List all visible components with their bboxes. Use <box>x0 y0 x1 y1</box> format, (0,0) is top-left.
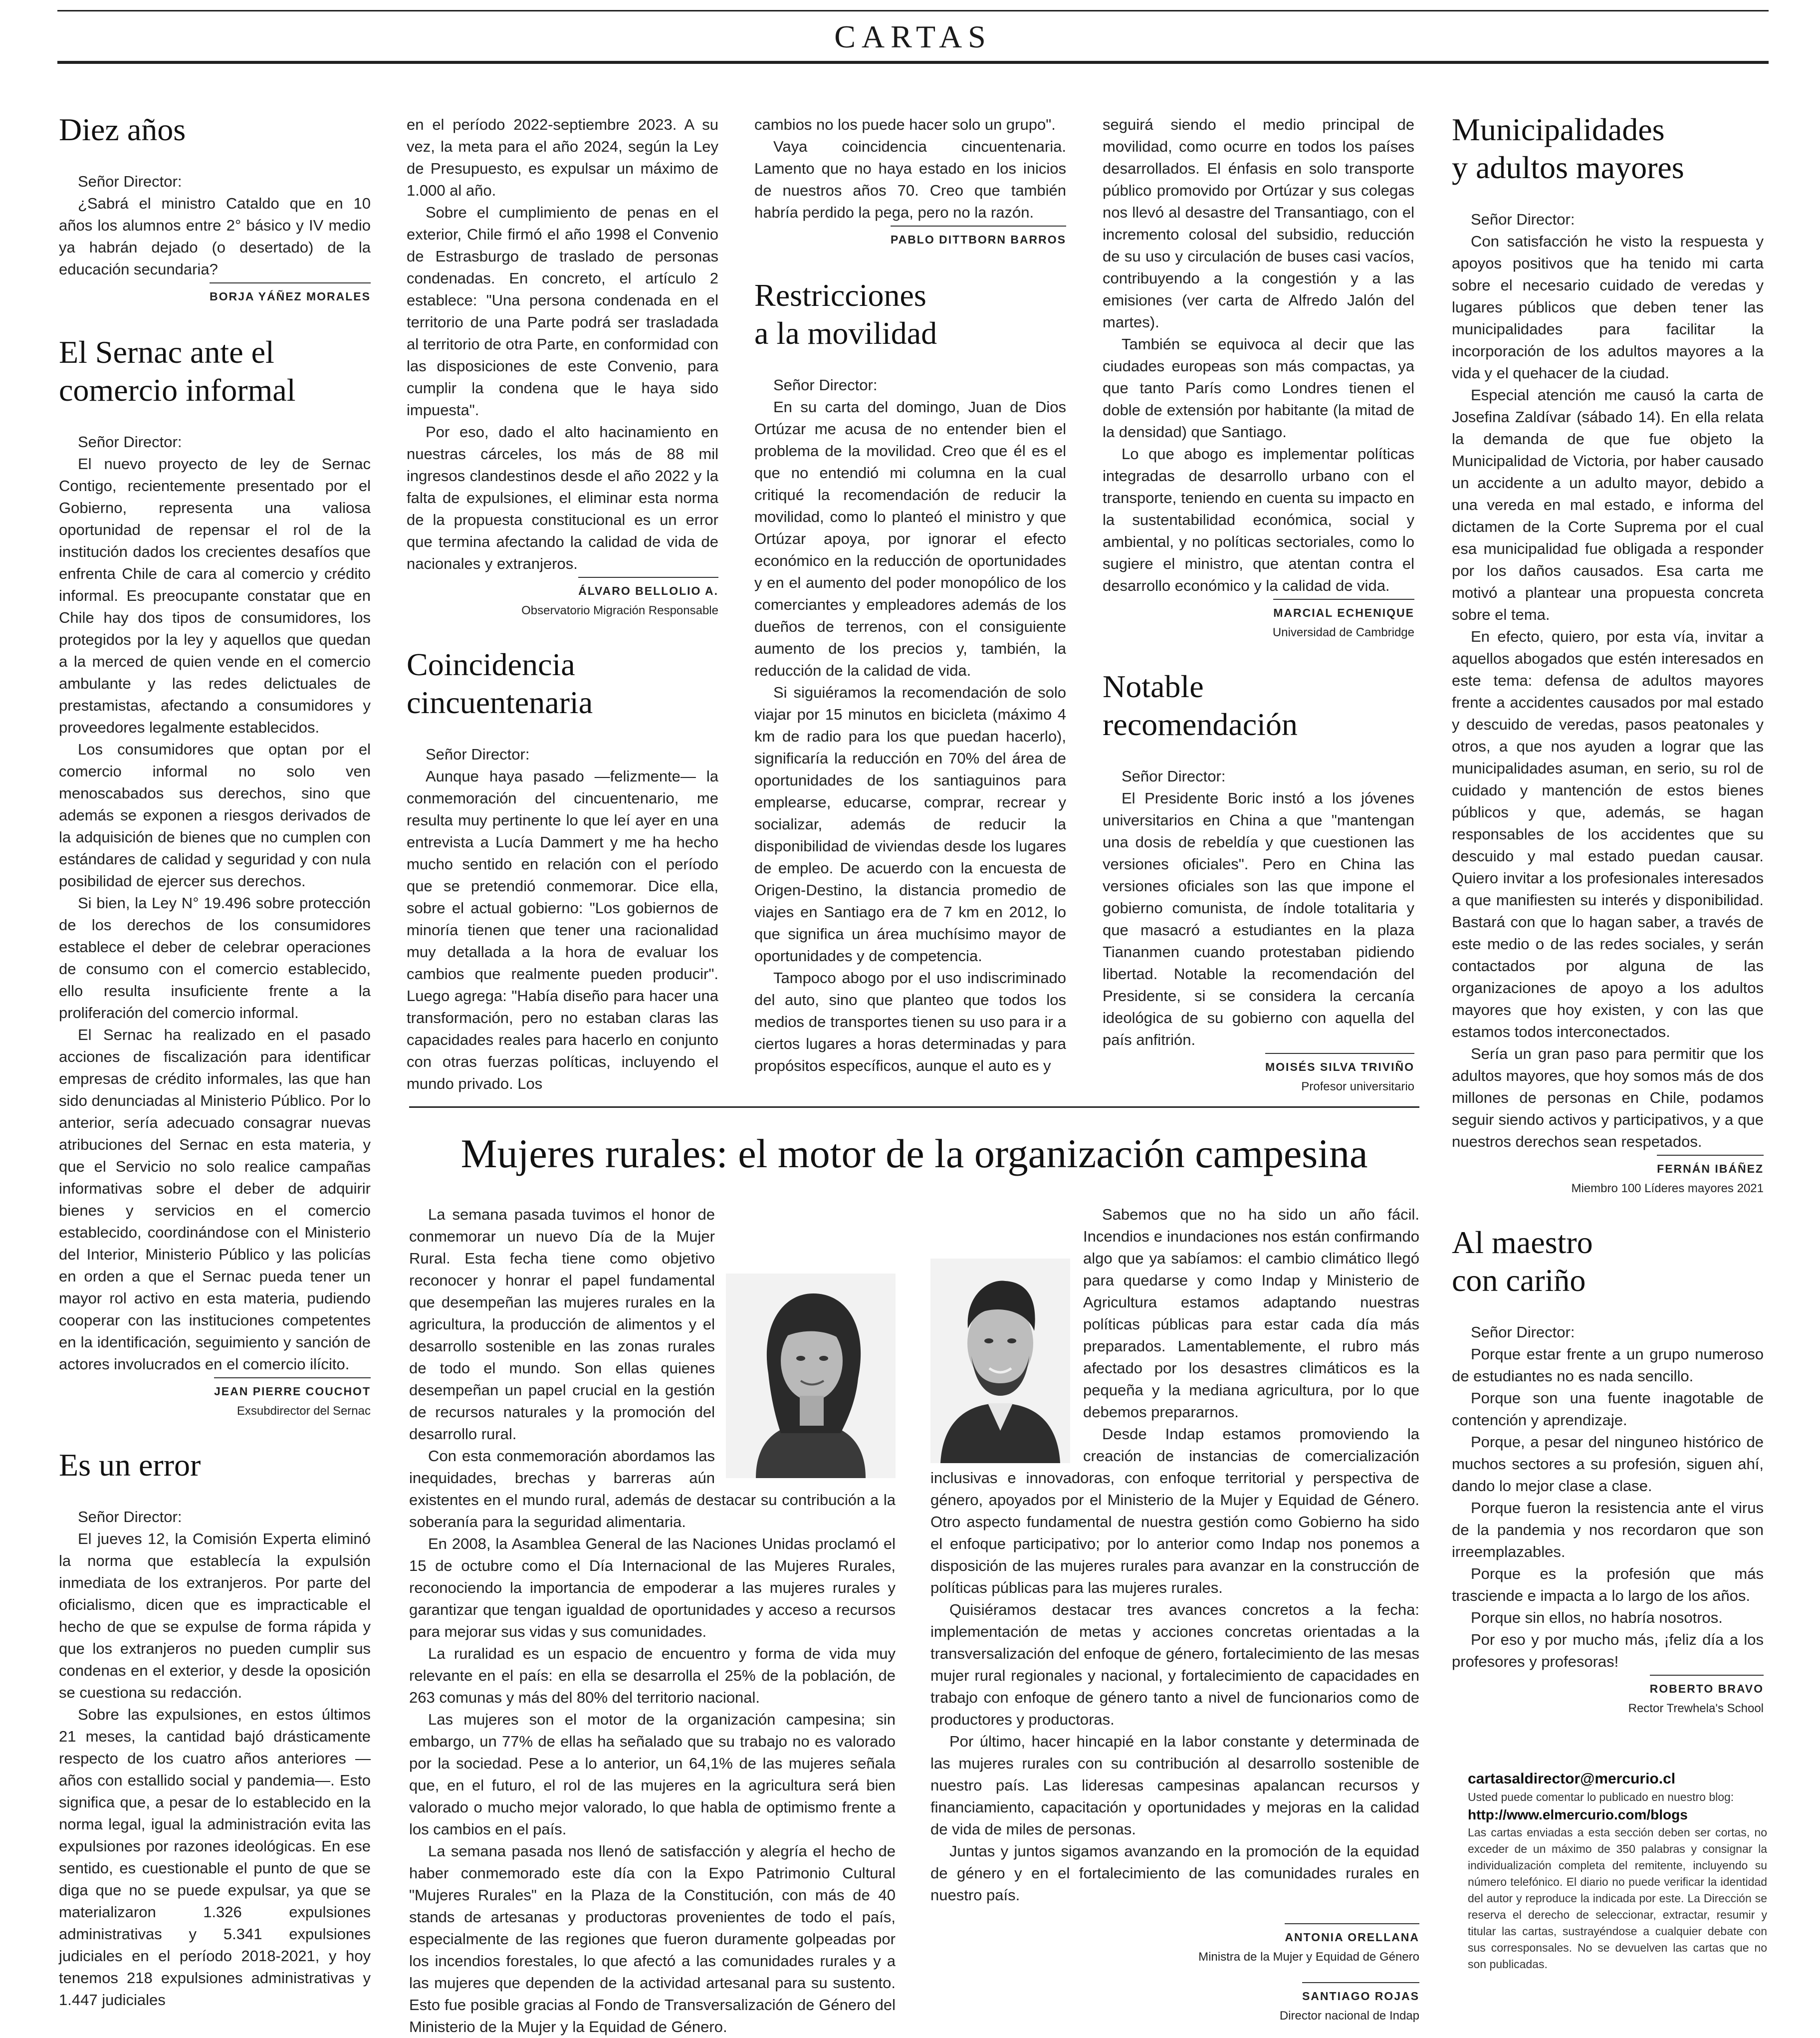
headline-notable: Notable recomendación <box>1103 669 1298 742</box>
letter-paragraph: Sobre el cumplimiento de penas en el exterior, Chile firmó el año 1998 el Convenio de Estrasburgo de traslado de personas condenadas. En concreto, el artículo 2 establece: "Una persona condenada en el territorio de una Parte podrá ser trasladada al territorio de otra Parte, en conformidad con las disposiciones de este Convenio, para cumplir la condena que le haya sido impuesta". <box>407 204 718 419</box>
section-title: CARTAS <box>834 19 992 54</box>
feature-paragraph: Desde Indap estamos promoviendo la creación de instancias de comercialización inclusivas e innovadoras, con enfoque territorial y perspectiva de género, apoyados por el Ministerio de la Mujer y Equidad de Género. Otro aspecto fundamental de nuestra gestión como Gobierno ha sido el enfoque participativo; por lo anterior como Indap nos ponemos a disposición de las mujeres rurales para avanzar en la construcción de políticas públicas para las mujeres rurales. <box>930 1425 1419 1596</box>
feature-paragraph: La semana pasada nos llenó de satisfacción y alegría el hecho de haber conmemorado este día con la Expo Patrimonio Cultural "Mujeres Rurales" en la Plaza de la Constitución, con más de 40 stands de artesanas y productoras provenientes de todo el país, especialmente de las regiones que fueron duramente golpeadas por los incendios forestales, lo que afectó a las comunidades rurales y a las mujeres que dependen de la actividad artesanal para su sustento. Esto fue posible gracias al Fondo de Transversalización de Género del Ministerio de la Mujer y la Equidad de Género. <box>409 1842 896 2036</box>
feature-title: Mujeres rurales: el motor de la organización campesina <box>460 1131 1368 1176</box>
letter-author: BORJA YÁÑEZ MORALES <box>59 282 371 307</box>
author-affiliation: Profesor universitario <box>1301 1080 1414 1093</box>
feature-paragraph: La semana pasada tuvimos el honor de conmemorar un nuevo Día de la Mujer Rural. Esta fecha tiene como objetivo reconocer y honrar el papel fundamental que desempeñan las mujeres rurales en la agricultura, la producción de alimentos y el desarrollo sostenible en las zonas rurales de todo el mundo. Son ellas quienes desempeñan un papel crucial en la gestión de recursos naturales y la promoción del desarrollo rural. <box>409 1206 715 1443</box>
letter-paragraph: Porque son una fuente inagotable de contención y aprendizaje. <box>1452 1389 1764 1429</box>
column-1 <box>59 111 371 2011</box>
salutation: Señor Director: <box>1122 767 1226 785</box>
salutation: Señor Director: <box>426 746 530 763</box>
feature-author: ANTONIA ORELLANA <box>930 1923 1419 1948</box>
feature-paragraph: En 2008, la Asamblea General de las Naciones Unidas proclamó el 15 de octubre como el Día Internacional de las Mujeres Rurales, reconociendo la importancia de empoderar a las mujeres rurales y garantizar que tengan igualdad de oportunidades y acceso a recursos para mejorar sus vidas y sus comunidades. <box>409 1535 896 1640</box>
blog-note: Usted puede comentar lo publicado en nuestro blog: <box>1468 1790 1734 1803</box>
letter-paragraph: Con satisfacción he visto la respuesta y apoyos positivos que ha tenido mi carta sobre el necesario cuidado de veredas y lugares públicos que deben tener las municipalidades para facilitar la incorporación de los adultos mayores a la vida y el quehacer de la ciudad. <box>1452 233 1764 382</box>
column-4 <box>1103 114 1414 1099</box>
column-2 <box>407 114 718 1095</box>
portrait-woman <box>726 1274 896 1478</box>
letter-paragraph: cambios no los puede hacer solo un grupo". <box>754 116 1056 133</box>
headline-coincidencia: Coincidencia cincuentenaria <box>407 647 593 720</box>
feature-author: SANTIAGO ROJAS <box>930 1982 1419 2007</box>
letter-paragraph: Si bien, la Ley N° 19.496 sobre protección de los derechos de los consumidores establece el deber de celebrar operaciones de consumo con el comercio establecido, ello resulta insuficiente frente a la proliferación del comercio informal. <box>59 894 371 1021</box>
column-3 <box>754 114 1066 1077</box>
letter-author: ÁLVARO BELLOLIO A. <box>407 577 718 602</box>
headline-es-un-error: Es un error <box>59 1447 201 1483</box>
feature-paragraph: Juntas y juntos sigamos avanzando en la promoción de la equidad de género y en el fortalecimiento de las comunidades rurales en nuestro país. <box>930 1842 1419 1904</box>
letter-paragraph: También se equivoca al decir que las ciudades europeas son más compactas, ya que tanto París como Londres tienen el doble de extensión por habitante (la mitad de la densidad) que Santiago. <box>1103 335 1414 441</box>
feature-author-role: Ministra de la Mujer y Equidad de Género <box>1198 1950 1419 1964</box>
salutation: Señor Director: <box>78 173 182 190</box>
letter-paragraph: Porque estar frente a un grupo numeroso de estudiantes no es nada sencillo. <box>1452 1345 1764 1385</box>
letter-author: JEAN PIERRE COUCHOT <box>59 1377 371 1402</box>
letter-paragraph: El Presidente Boric instó a los jóvenes universitarios en China a que "mantengan una dosis de rebeldía y que cuestionen las versiones oficiales". Pero en China las versiones oficiales son las que impone el gobierno comunista, de índole totalitaria y que masacró a estudiantes en la plaza Tiananmen cuando protestaban pidiendo libertad. Notable la recomendación del Presidente, si se considera la cercanía ideológica de su gobierno con aquella del país anfitrión. <box>1103 789 1414 1048</box>
contact-box <box>1468 1769 1767 1973</box>
headline-diez-anos: Diez años <box>59 112 186 147</box>
feature-paragraph: Por último, hacer hincapié en la labor constante y determinada de las mujeres rurales con su contribución al desarrollo sostenible de nuestro país. Las lideresas campesinas apalancan recursos y financiamiento, capacitación y oportunidades y mejoras en la calidad de vida de miles de personas. <box>930 1733 1419 1838</box>
letter-paragraph: El Sernac ha realizado en el pasado acciones de fiscalización para identificar empresas de crédito informales, las que han sido denunciadas al Ministerio Público. Por lo anterior, sería adecuado consagrar nuevas atribuciones del Sernac en esta materia, y que el Servicio no solo realice campañas informativas sobre el deber de adquirir bienes y servicios en el comercio establecido, coordinándose con el Ministerio del Interior, Ministerio Público y las policías en orden a que el Sernac pueda tener un mayor rol activo en esta materia, pudiendo cooperar con las instituciones competentes en la identificación, seguimiento y sanción de actores involucrados en el comercio ilícito. <box>59 1026 371 1373</box>
letter-paragraph: Tampoco abogo por el uso indiscriminado del auto, sino que planteo que todos los medios de transportes tienen su uso para ir a ciertos lugares a horas determinadas y para propósitos específicos, aunque el auto es y <box>754 969 1066 1074</box>
column-5 <box>1452 111 1764 1721</box>
portrait-man-illustration <box>930 1259 1070 1463</box>
letter-paragraph: En su carta del domingo, Juan de Dios Ortúzar me acusa de no entender bien el problema de la movilidad. Creo que él es el que no entendió mi columna en la cual critiqué la recomendación de reducir la movilidad, como lo planteó el ministro y que Ortúzar apoya, por ignorar el efecto económico en la reducción de oportunidades y en el aumento del poder monopólico de los comerciantes y empleadores además de los dueños de terrenos, con el consiguiente aumento de los precios y, también, la reducción de la calidad de vida. <box>754 398 1066 679</box>
letter-paragraph: Por eso y por mucho más, ¡feliz día a los profesores y profesoras! <box>1452 1631 1764 1670</box>
feature-signatures <box>930 1923 1419 2025</box>
masthead-top-rule <box>57 10 1769 11</box>
letter-author: MARCIAL ECHENIQUE <box>1103 599 1414 624</box>
letter-paragraph: Por eso, dado el alto hacinamiento en nuestras cárceles, los más de 88 mil ingresos clandestinos desde el año 2022 y la falta de expulsiones, el eliminar esta norma de la propuesta constitucional es un error que termina afectando la calidad de vida de nacionales y extranjeros. <box>407 423 718 572</box>
letter-paragraph: El nuevo proyecto de ley de Sernac Contigo, recientemente presentado por el Gobierno, representa una valiosa oportunidad de repensar el rol de la institución dados los crecientes desafíos que enfrenta Chile de cara al comercio y crédito informal. Es preocupante constatar que en Chile hay dos tipos de consumidores, los protegidos por la ley y aquellos que quedan a la merced de quien vende en el comercio ambulante y las redes delictuales de prestamistas, afectando a consumidores y proveedores legalmente establecidos. <box>59 455 371 736</box>
feature-column-right <box>930 1204 1419 2028</box>
portrait-man <box>930 1259 1070 1463</box>
letter-paragraph: Vaya coincidencia cincuentenaria. Lamento que no haya estado en los inicios de nuestros años 70. Creo que también habría perdido la pega, pero no la razón. <box>754 138 1066 221</box>
portrait-woman-illustration <box>726 1274 896 1478</box>
letter-paragraph: Si siguiéramos la recomendación de solo viajar por 15 minutos en bicicleta (máximo 4 km de radio para los que puedan hacerlo), significaría la reducción en 70% del área de oportunidades de los santiaguinos para emplearse, educarse, comprar, recrear y socializar, además de reducir la disponibilidad de viviendas desde los lugares de empleo. De acuerdo con la encuesta de Origen-Destino, la distancia promedio de viajes en Santiago era de 7 km en 2012, lo que significa un área muchísimo mayor de oportunidades y de competencia. <box>754 684 1066 965</box>
letter-paragraph: seguirá siendo el medio principal de movilidad, como ocurre en todos los países desarrollados. El énfasis en solo transporte público promovido por Ortúzar y sus colegas nos llevó al desastre del Transantiago, con el incremento colosal del subsidio, reducción de su uso y circulación de buses casi vacíos, contribuyendo a la congestión y a las emisiones (ver carta de Alfredo Jalón del martes). <box>1103 116 1414 331</box>
feature-column-left <box>409 1204 896 2038</box>
feature-paragraph: Con esta conmemoración abordamos las inequidades, brechas y barreras aún existentes en el mundo rural, además de destacar su contribución a la soberanía para la seguridad alimentaria. <box>409 1447 896 1530</box>
letter-author: PABLO DITTBORN BARROS <box>754 226 1066 251</box>
contact-email[interactable]: cartasaldirector@mercurio.cl <box>1468 1771 1676 1787</box>
author-affiliation: Universidad de Cambridge <box>1272 626 1414 639</box>
letter-paragraph: en el período 2022-septiembre 2023. A su vez, la meta para el año 2024, según la Ley de Presupuesto, es expulsar un máximo de 1.000 al año. <box>407 116 718 199</box>
headline-al-maestro: Al maestro con cariño <box>1452 1225 1593 1298</box>
letters-policy: Las cartas enviadas a esta sección deben ser cortas, no exceder de un máximo de 350 palabras y consignar la individualización completa del remitente, incluyendo su número telefónico. El diario no puede verificar la identidad del autor y reproduce la indicada por este. La Dirección se reserva el derecho de seleccionar, extractar, resumir y titular las cartas, sustrayéndose a cualquier debate con sus corresponsales. No se devuelven las cartas que no son publicadas. <box>1468 1826 1767 1971</box>
letter-paragraph: ¿Sabrá el ministro Cataldo que en 10 años los alumnos entre 2° básico y IV medio ya habrán dejado (o desertado) de la educación secundaria? <box>59 195 371 278</box>
salutation: Señor Director: <box>1471 211 1575 228</box>
headline-sernac: El Sernac ante el comercio informal <box>59 334 296 408</box>
letter-paragraph: Lo que abogo es implementar políticas integradas de desarrollo urbano con el transporte, teniendo en cuenta su impacto en la sustentabilidad económica, social y ambiental, y no políticas sectoriales, como lo sugiere el ministro, que atentan contra el desarrollo económico y la calidad de vida. <box>1103 445 1414 594</box>
headline-movilidad: Restricciones a la movilidad <box>754 277 937 351</box>
letter-paragraph: Sobre las expulsiones, en estos últimos 21 meses, la cantidad bajó drásticamente respecto de los cuatro años anteriores —años con estallido social y pandemia—. Esto significa que, a pesar de lo establecido en la norma legal, igual la administración evita las expulsiones por razones ideológicas. En ese sentido, es cuestionable el punto de que se diga que no se puede expulsar, ya que se materializaron 1.326 expulsiones administrativas y 5.341 expulsiones judiciales en el período 2018-2021, y hoy tenemos 218 expulsiones administrativas y 1.447 judiciales <box>59 1706 371 2009</box>
letter-author: FERNÁN IBÁÑEZ <box>1452 1155 1764 1180</box>
letter-paragraph: Porque es la profesión que más trasciende e impacta a lo largo de los años. <box>1452 1565 1764 1604</box>
salutation: Señor Director: <box>773 376 878 394</box>
letter-paragraph: Especial atención me causó la carta de Josefina Zaldívar (sábado 14). En ella relata la demanda de que fue objeto la Municipalidad de Victoria, por haber causado un accidente a un adulto mayor, debido a una vereda en mal estado, e informa del dictamen de la Corte Suprema por el cual esa municipalidad fue obligada a responder por los daños causados. Esa carta me motivó a plantear una propuesta concreta sobre el tema. <box>1452 386 1764 623</box>
feature-paragraph: Quisiéramos destacar tres avances concretos a la fecha: implementación de metas y acciones concretas orientadas a la transversalización del enfoque de género, fortalecimiento de las mesas mujer rural regionales y nacional, y fortalecimiento de capacidades en trabajo con enfoque de género tanto a nivel de funcionarios como de productores y productoras. <box>930 1601 1419 1728</box>
letter-paragraph: Los consumidores que optan por el comercio informal no solo ven menoscabados sus derechos, sino que además se exponen a riesgos derivados de la adquisición de bienes que no cumplen con estándares de calidad y seguridad y con nula posibilidad de ejercer sus derechos. <box>59 741 371 890</box>
letter-author: MOISÉS SILVA TRIVIÑO <box>1103 1053 1414 1078</box>
feature-paragraph: Sabemos que no ha sido un año fácil. Incendios e inundaciones nos están confirmando algo que ya sabíamos: el cambio climático llegó para quedarse y como Indap y Ministerio de Agricultura estamos adaptando nuestras políticas públicas para estar cada día más preparados. Lamentablemente, el rubro más afectado por los desastres climáticos es la pequeña y la mediana agricultura, por lo que debemos prepararnos. <box>1083 1206 1419 1421</box>
feature-paragraph: La ruralidad es un espacio de encuentro y forma de vida muy relevante en el país: en ella se desarrolla el 25% de la población, de 263 comunas y más del 80% del territorio nacional. <box>409 1645 896 1706</box>
author-affiliation: Miembro 100 Líderes mayores 2021 <box>1571 1182 1764 1195</box>
feature-paragraph: Las mujeres son el motor de la organización campesina; sin embargo, un 77% de ellas ha señalado que su trabajo no es valorado por la sociedad. Pese a lo anterior, un 64,1% de las mujeres señala que, en el futuro, el rol de las mujeres en la agricultura será bien valorado o mucho mejor valorado, lo que habla de optimismo frente a los cambios en el país. <box>409 1711 896 1838</box>
letter-paragraph: El jueves 12, la Comisión Experta eliminó la norma que establecía la expulsión inmediata de los extranjeros. Por parte del oficialismo, dicen que es impracticable el hecho de que se expulse de forma rápida y que los extranjeros no pueden cumplir sus condenas en el exterior, y desde la oposición se cuestiona su redacción. <box>59 1530 371 1701</box>
feature-author-role: Director nacional de Indap <box>1279 2009 1419 2023</box>
letter-paragraph: Sería un gran paso para permitir que los adultos mayores, que hoy somos más de dos millones de personas en Chile, podamos seguir siendo activos y participativos, y a que nuestros derechos sean respetados. <box>1452 1045 1764 1150</box>
letter-paragraph: Porque fueron la resistencia ante el virus de la pandemia y nos recordaron que son irreemplazables. <box>1452 1499 1764 1560</box>
author-affiliation: Rector Trewhela's School <box>1628 1702 1764 1715</box>
letter-paragraph: En efecto, quiero, por esta vía, invitar a aquellos abogados que estén interesados en este tema: defensa de adultos mayores frente a accidentes causados por mal estado y descuido de veredas, pasos peatonales y otros, a que nos ayuden a lograr que las municipalidades asuman, en serio, su rol de cuidado y mantención de estos bienes públicos y que, además, se hagan responsables de los accidentes que su descuido y mal estado puedan causar. Quiero invitar a los profesionales interesados a que manifiesten su interés y disponibilidad. Bastará con que lo hagan saber, a través de este medio o de las redes sociales, y serán contactados por alguna de las organizaciones de apoyo a los adultos mayores que hoy existen, y con las que estamos todos interconectados. <box>1452 628 1764 1040</box>
salutation: Señor Director: <box>1471 1323 1575 1341</box>
masthead-bottom-rule <box>57 61 1769 64</box>
letter-paragraph: Aunque haya pasado —felizmente— la conmemoración del cincuentenario, me resulta muy pertinente lo que leí ayer en una entrevista a Lucía Dammert y me ha hecho mucho sentido en relación con el período que se pretendió conmemorar. Dice ella, sobre el actual gobierno: "Los gobiernos de minoría tienen que tener una racionalidad muy detallada a la hora de evaluar los cambios que realmente pueden producir". Luego agrega: "Había diseño para hacer una transformación, pero no estaban claras las capacidades reales para hacerlo en conjunto con otras fuerzas políticas, incluyendo el mundo privado. Los <box>407 767 718 1092</box>
section-masthead <box>57 10 1769 64</box>
letter-paragraph: Porque sin ellos, no habría nosotros. <box>1471 1609 1723 1626</box>
author-affiliation: Observatorio Migración Responsable <box>521 604 718 617</box>
feature-top-rule <box>409 1106 1419 1108</box>
letter-author: ROBERTO BRAVO <box>1452 1675 1764 1700</box>
salutation: Señor Director: <box>78 1508 182 1526</box>
headline-municipalidades: Municipalidades y adultos mayores <box>1452 112 1684 185</box>
letter-paragraph: Porque, a pesar del ninguneo histórico de muchos sectores a su profesión, siguen ahí, dando lo mejor clase a clase. <box>1452 1433 1764 1495</box>
blog-link[interactable]: http://www.elmercurio.com/blogs <box>1468 1807 1688 1822</box>
salutation: Señor Director: <box>78 433 182 451</box>
author-affiliation: Exsubdirector del Sernac <box>236 1404 371 1418</box>
